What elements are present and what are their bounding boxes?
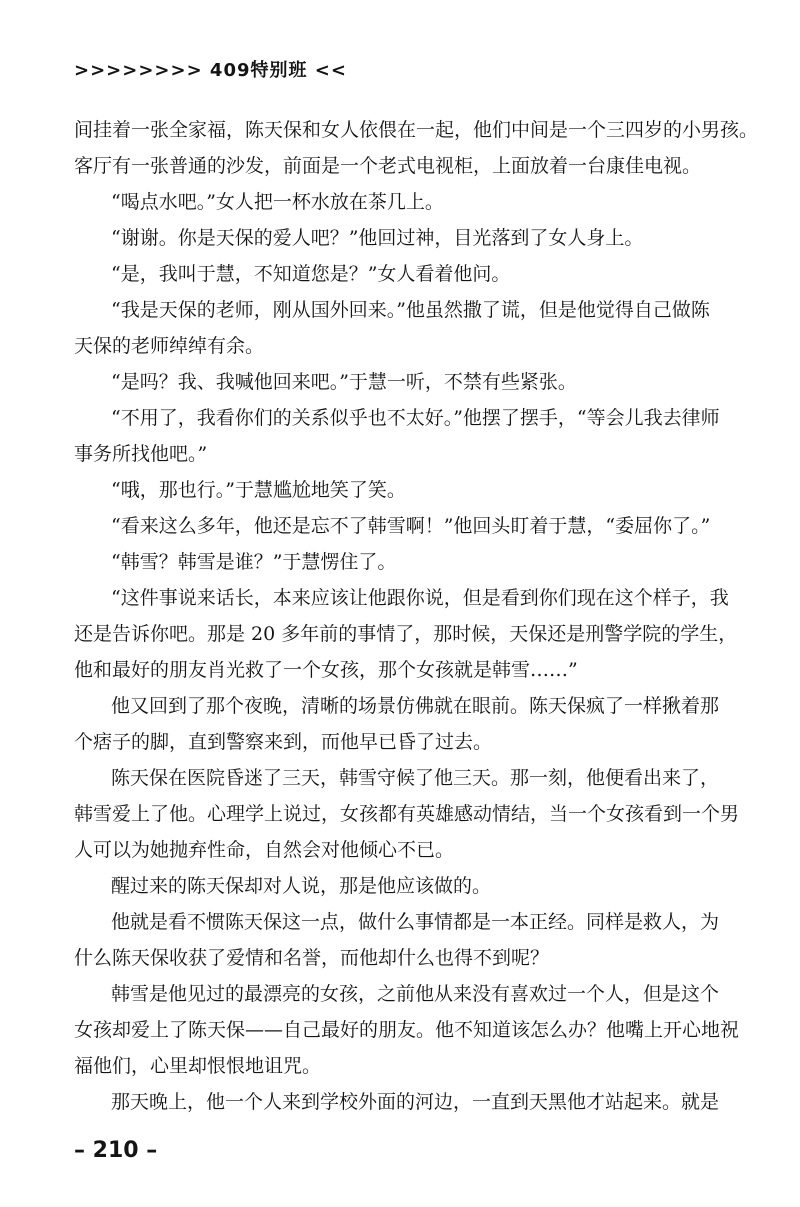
text-line: 人可以为她抛弃性命，自然会对他倾心不已。 — [74, 839, 455, 861]
text-line: 韩雪是他见过的最漂亮的女孩，之前他从来没有喜欢过一个人，但是这个 — [111, 983, 720, 1005]
text-line: 陈天保在医院昏迷了三天，韩雪守候了他三天。那一刻，他便看出来了， — [111, 767, 720, 789]
text-line: “喝点水吧。”女人把一杯水放在茶几上。 — [111, 191, 444, 213]
text-line: 他就是看不惯陈天保这一点，做什么事情都是一本正经。同样是救人，为 — [111, 911, 720, 933]
text-line: 个痞子的脚，直到警察来到，而他早已昏了过去。 — [74, 731, 493, 753]
text-line: “不用了，我看你们的关系似乎也不太好。”他摆了摆手，“等会儿我去律师 — [111, 407, 720, 429]
text-line: “这件事说来话长，本来应该让他跟你说，但是看到你们现在这个样子，我 — [111, 587, 729, 609]
text-line: “看来这么多年，他还是忘不了韩雪啊！”他回头盯着于慧，“委屈你了。” — [111, 515, 711, 537]
text-line: 韩雪爱上了他。心理学上说过，女孩都有英雄感动情结，当一个女孩看到一个男 — [74, 803, 740, 825]
text-line: 事务所找他吧。” — [74, 443, 208, 465]
text-line: 他和最好的朋友肖光救了一个女孩，那个女孩就是韩雪……” — [74, 659, 578, 681]
text-line: “是，我叫于慧，不知道您是？”女人看着他问。 — [111, 263, 511, 285]
text-line: 天保的老师绰绰有余。 — [74, 335, 265, 357]
text-line: 间挂着一张全家福，陈天保和女人依偎在一起，他们中间是一个三四岁的小男孩。 — [74, 119, 759, 141]
running-header: >>>>>>>> 409特别班 << — [74, 60, 347, 81]
text-line: 什么陈天保收获了爱情和名誉，而他却什么也得不到呢？ — [74, 947, 550, 969]
text-line: 客厅有一张普通的沙发，前面是一个老式电视柜，上面放着一台康佳电视。 — [74, 155, 702, 177]
page-number: – 210 – — [74, 1138, 158, 1163]
text-line: “谢谢。你是天保的爱人吧？”他回过神，目光落到了女人身上。 — [111, 227, 644, 249]
text-line: 福他们，心里却恨恨地诅咒。 — [74, 1055, 322, 1077]
text-line: 他又回到了那个夜晚，清晰的场景仿佛就在眼前。陈天保疯了一样揪着那 — [111, 695, 720, 717]
text-line: “是吗？我、我喊他回来吧。”于慧一听，不禁有些紧张。 — [111, 371, 577, 393]
text-line: “韩雪？韩雪是谁？”于慧愣住了。 — [111, 551, 397, 573]
text-line: 那天晚上，他一个人来到学校外面的河边，一直到天黑他才站起来。就是 — [111, 1091, 720, 1113]
text-line: 醒过来的陈天保却对人说，那是他应该做的。 — [111, 875, 492, 897]
text-line: 女孩却爱上了陈天保——自己最好的朋友。他不知道该怎么办？他嘴上开心地祝 — [74, 1019, 740, 1041]
text-line: “我是天保的老师，刚从国外回来。”他虽然撒了谎，但是他觉得自己做陈 — [111, 299, 710, 321]
text-line: 还是告诉你吧。那是 20 多年前的事情了，那时候，天保还是刑警学院的学生， — [74, 623, 738, 645]
text-line: “哦，那也行。”于慧尴尬地笑了笑。 — [111, 479, 406, 501]
